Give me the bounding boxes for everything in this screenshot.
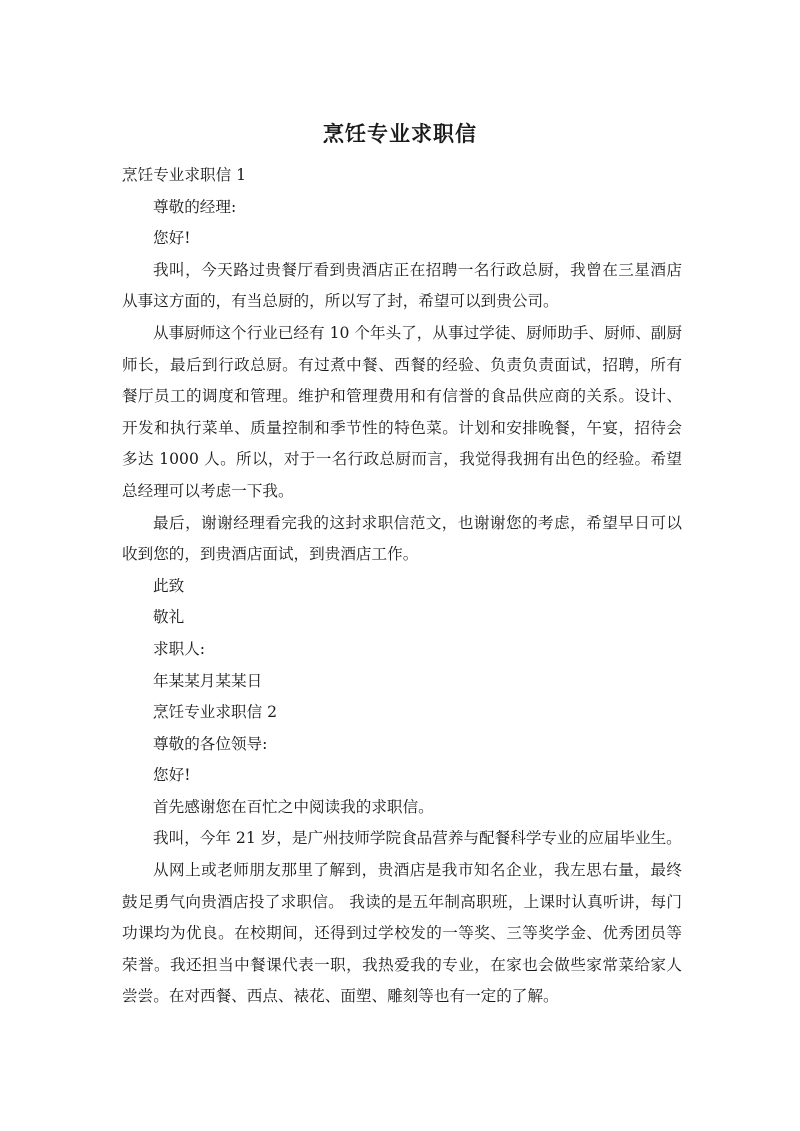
letter1-salutation: 尊敬的经理: [153,197,237,216]
letter1-closing-2: 敬礼 [153,608,185,627]
letter1-closing-1: 此致 [153,576,185,595]
letter2-heading: 烹饪专业求职信 2 [153,703,278,722]
letter2-salutation: 尊敬的各位领导: [153,734,268,753]
letter2-greeting: 您好! [153,766,191,785]
letter2-paragraph: 我叫，今年 21 岁，是广州技师学院食品营养与配餐科学专业的应届毕业生。 [153,829,682,848]
letter1-paragraph: 从事厨师这个行业已经有 10 个年头了，从事过学徒、厨师助手、厨师、副厨师长，最后到行政总厨。有过煮中餐、西餐的经验、负责负责面试，招聘，所有餐厅员工的调度和管理。维护和管理费用和有信誉的食品供应商的关系。设计、开发和执行菜单、质量控制和季节性的特色菜。计划和安排晚餐，午宴，招待会多达 1000 人。所以，对于一名行政总厨而言，我觉得我拥有出色的经验。希望总经理可以考虑一下我。 [122,323,682,500]
letter1-signature: 求职人: [153,639,206,658]
document-body [122,160,682,1013]
letter2-paragraph: 从网上或老师朋友那里了解到，贵酒店是我市知名企业，我左思右量，最终鼓足勇气向贵酒店投了求职信。 我读的是五年制高职班，上课时认真听讲，每门功课均为优良。在校期间，还得到过学校发的一等奖、三等奖学金、优秀团员等荣誉。我还担当中餐课代表一职，我热爱我的专业，在家也会做些家常菜给家人尝尝。在对西餐、西点、裱花、面塑、雕刻等也有一定的了解。 [122,861,682,1006]
letter1-paragraph: 最后，谢谢经理看完我的这封求职信范文，也谢谢您的考虑，希望早日可以收到您的，到贵酒店面试，到贵酒店工作。 [122,513,682,564]
letter1-greeting: 您好! [153,229,191,248]
letter1-heading: 烹饪专业求职信 1 [122,166,247,184]
letter1-paragraph: 我叫，今天路过贵餐厅看到贵酒店正在招聘一名行政总厨，我曾在三星酒店从事这方面的，有当总厨的，所以写了封，希望可以到贵公司。 [122,260,682,311]
letter1-date: 年某某月某某日 [153,671,263,690]
document-title: 烹饪专业求职信 [323,122,477,146]
letter2-intro: 首先感谢您在百忙之中阅读我的求职信。 [153,797,434,816]
